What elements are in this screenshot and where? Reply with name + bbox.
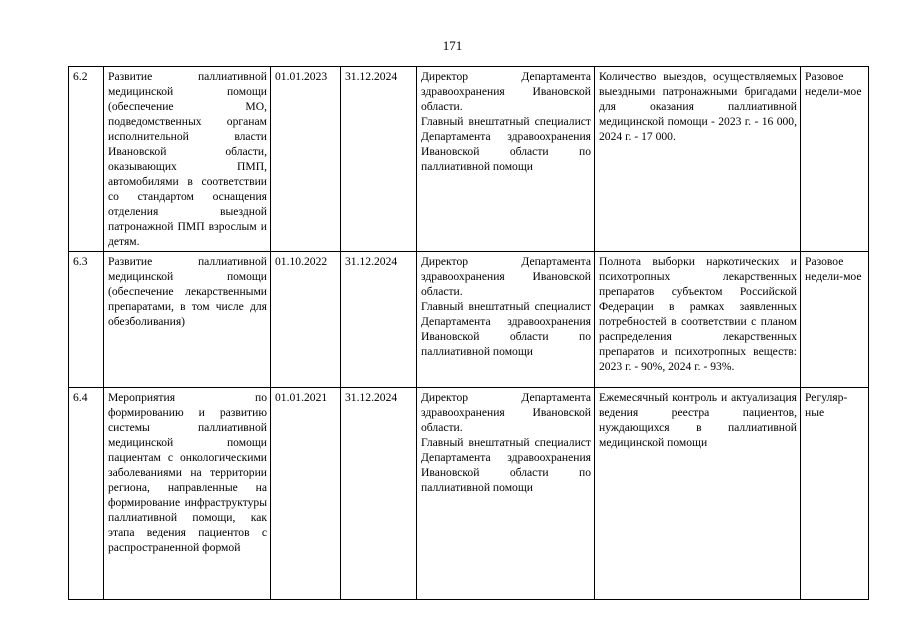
responsible-specialist: Главный внештатный специалист Департамента здравоохранения Ивановской области по паллиативной помощи [421, 115, 591, 173]
page-number: 171 [442, 38, 463, 53]
responsible-director: Директор Департамента здравоохранения Ивановской области. [421, 391, 591, 434]
responsible-director: Директор Департамента здравоохранения Ивановской области. [421, 255, 591, 298]
row-number: 6.3 [69, 252, 104, 388]
expected-result: Полнота выборки наркотических и психотропных лекарственных препаратов субъектом Российской Федерации в рамках заявленных потребностей в соответствии с планом распределения лекарственных препаратов и психотропных веществ: 2023 г. - 90%, 2024 г. - 93%. [595, 252, 801, 388]
responsible-cell [417, 388, 595, 600]
responsible-cell [417, 252, 595, 388]
start-date: 01.10.2022 [271, 252, 341, 388]
frequency: Регуляр-ные [801, 388, 869, 600]
measure-name: Мероприятия по формированию и развитию системы паллиативной медицинской помощи пациентам с онкологическими заболеваниями на территории региона, направленные на формирование инфраструктуры паллиативной помощи, как этапа ведения пациентов с распространенной формой [104, 388, 271, 600]
responsible-specialist: Главный внештатный специалист Департамента здравоохранения Ивановской области по паллиативной помощи [421, 436, 591, 494]
end-date: 31.12.2024 [341, 252, 417, 388]
responsible-specialist: Главный внештатный специалист Департамента здравоохранения Ивановской области по паллиативной помощи [421, 300, 591, 358]
frequency: Разовое недели-мое [801, 67, 869, 252]
start-date: 01.01.2023 [271, 67, 341, 252]
end-date: 31.12.2024 [341, 67, 417, 252]
measure-name: Развитие паллиативной медицинской помощи (обеспечение МО, подведомственных органам исполнительной власти Ивановской области, оказывающих ПМП, автомобилями в соответствии со стандартом оснащения отделения выездной патронажной ПМП взрослым и детям. [104, 67, 271, 252]
table-row [69, 388, 869, 600]
start-date: 01.01.2021 [271, 388, 341, 600]
expected-result: Ежемесячный контроль и актуализация ведения реестра пациентов, нуждающихся в паллиативной медицинской помощи [595, 388, 801, 600]
responsible-cell [417, 67, 595, 252]
table-row [69, 252, 869, 388]
measures-table [68, 66, 869, 600]
responsible-director: Директор Департамента здравоохранения Ивановской области. [421, 70, 591, 113]
expected-result: Количество выездов, осуществляемых выездными патронажными бригадами для оказания паллиативной медицинской помощи - 2023 г. - 16 000, 2024 г. - 17 000. [595, 67, 801, 252]
measure-name: Развитие паллиативной медицинской помощи (обеспечение лекарственными препаратами, в том числе для обезболивания) [104, 252, 271, 388]
table-row [69, 67, 869, 252]
end-date: 31.12.2024 [341, 388, 417, 600]
frequency: Разовое недели-мое [801, 252, 869, 388]
row-number: 6.4 [69, 388, 104, 600]
row-number: 6.2 [69, 67, 104, 252]
